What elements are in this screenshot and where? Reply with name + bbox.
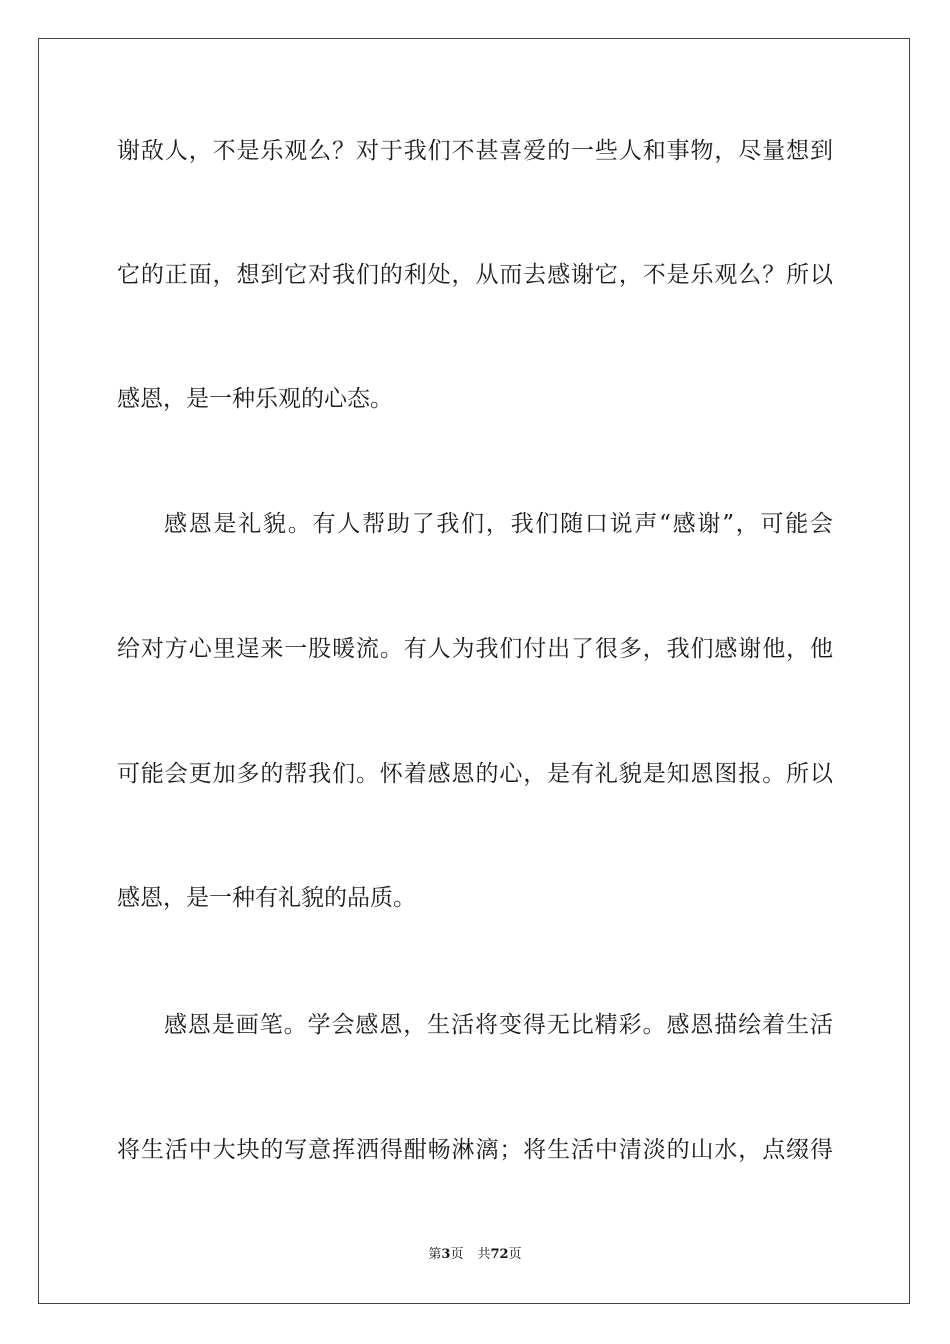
text-line-9: 将生活中大块的写意挥洒得酣畅淋漓；将生活中清淡的山水，点缀得 (117, 1137, 833, 1163)
text-line-6: 可能会更加多的帮我们。怀着感恩的心，是有礼貌是知恩图报。所以 (117, 761, 833, 787)
text-line-7: 感恩，是一种有礼貌的品质。 (117, 885, 416, 911)
text-line-5: 给对方心里逞来一股暖流。有人为我们付出了很多，我们感谢他，他 (117, 636, 833, 662)
text-line-1: 谢敌人，不是乐观么？对于我们不甚喜爱的一些人和事物，尽量想到 (117, 138, 833, 164)
page-border (38, 38, 910, 1304)
text-line-3: 感恩，是一种乐观的心态。 (117, 386, 393, 412)
paragraph-start-paintbrush: 感恩是画笔。学会感恩，生活将变得无比精彩。感恩描绘着生活 (164, 1012, 833, 1038)
page-footer (0, 1246, 950, 1264)
total-pages-label: 共72页 (477, 1247, 522, 1262)
page-number-label: 第3页 (428, 1247, 464, 1262)
paragraph-start-politeness: 感恩是礼貌。有人帮助了我们，我们随口说声“感谢”，可能会 (164, 511, 833, 537)
text-line-2: 它的正面，想到它对我们的利处，从而去感谢它，不是乐观么？所以 (117, 262, 833, 288)
